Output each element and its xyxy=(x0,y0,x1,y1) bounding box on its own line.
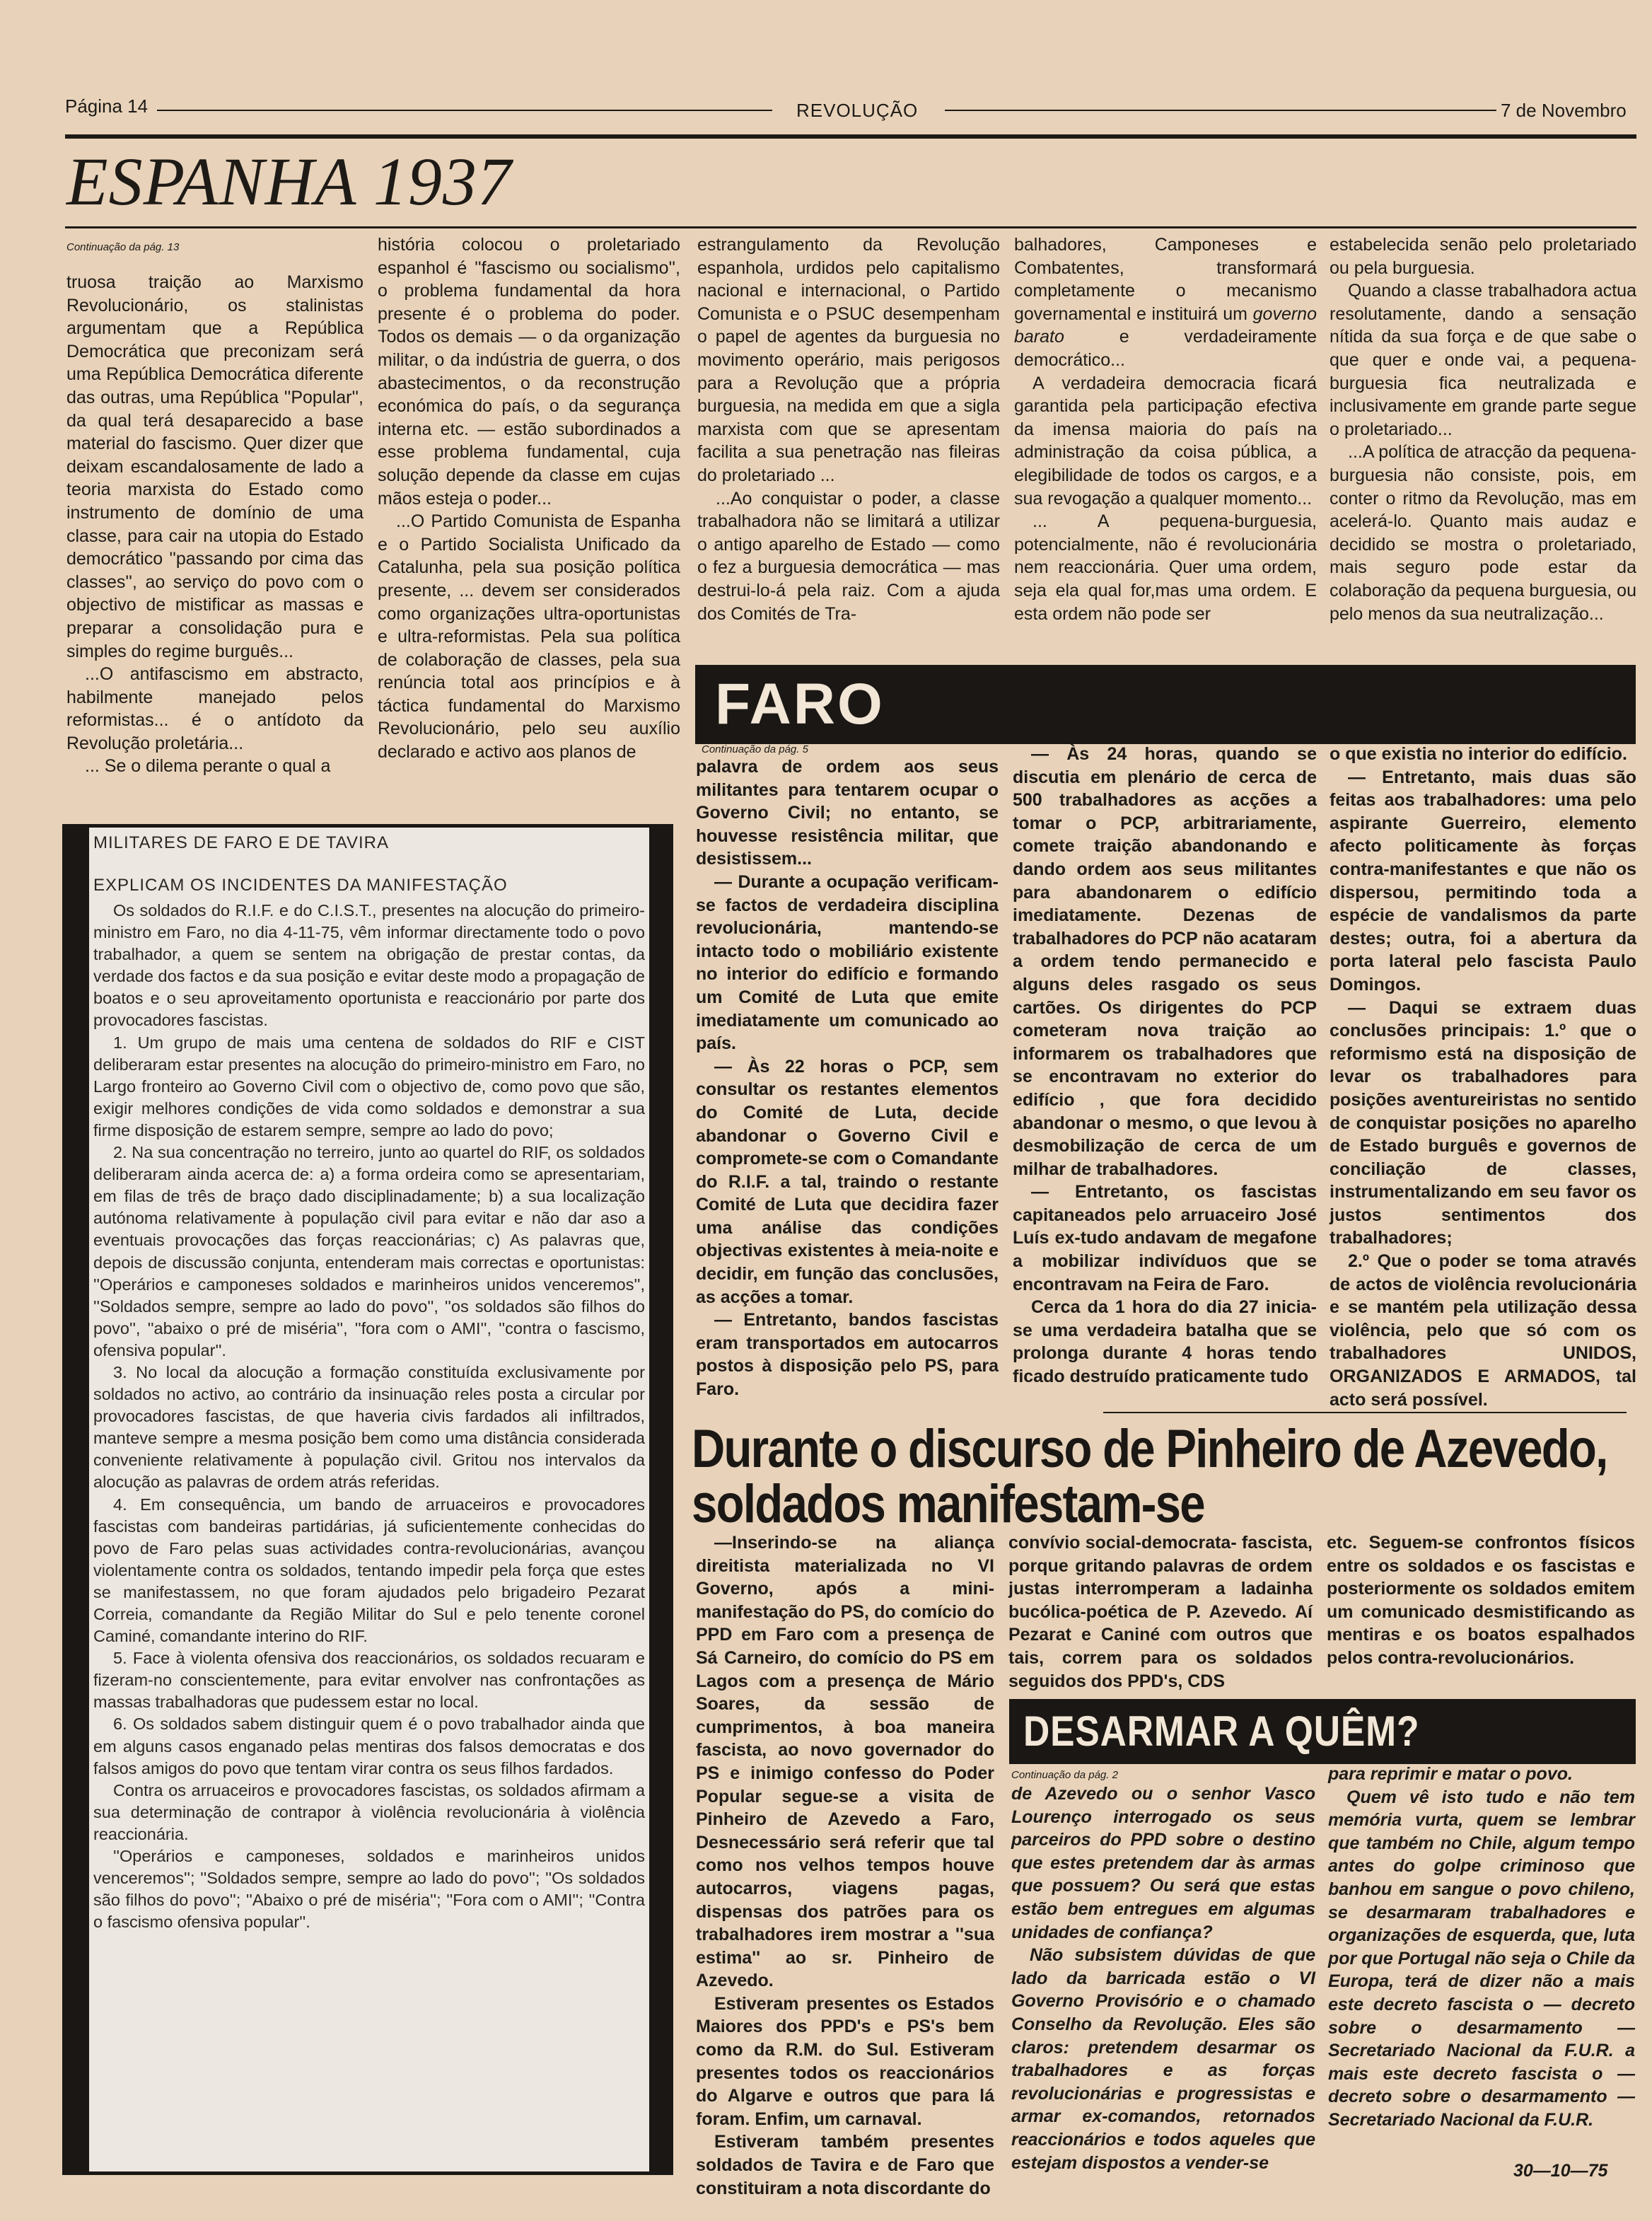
spain-col4-text-b: A verdadeira democracia ficará garantida pela participação efectiva da imensa maioria do país na administração da coisa pública, a elegibilidade de todos os cargos, e a sua revogação a qualquer momento... xyxy=(1014,373,1317,509)
section-title: ESPANHA 1937 xyxy=(66,144,512,219)
spain-col5-text: estabelecida senão pelo proletariado ou pela burguesia. xyxy=(1330,235,1636,278)
militares-slogans: ''Operários e camponeses, soldados e marinheiros unidos venceremos''; ''Soldados sempre, sempre ao lado do povo''; ''Os soldados são filhos do povo''; ''Abaixo o pré de miséria''; ''Fora com o AMI''; ''Contra o fascismo ofensiva popular''. xyxy=(93,1847,645,1932)
faro-col1-text-d: — Entretanto, bandos fascistas eram transportados em autocarros postos à disposição pelo PS, para Faro. xyxy=(696,1310,999,1400)
faro-col1-text: palavra de ordem aos seus militantes para tentarem ocupar o Governo Civil; no entanto, se houvesse resistência militar, que desistissem... xyxy=(696,757,999,869)
faro-col3-text-c: — Daqui se extraem duas conclusões principais: 1.º que o reformismo está na disposição de levar os trabalhadores para posições aventureiristas no sentido de conquistar posições no aparelho de Estado burguês e governos de conciliação de classes, instrumentalizando em seu favor os justos sentimentos dos trabalhadores; xyxy=(1330,997,1636,1248)
militares-point-6: 6. Os soldados sabem distinguir quem é o povo trabalhador ainda que em alguns casos enganado pelas mentiras dos falsos democratas e dos falsos amigos do povo que tentam virar contra os seus filhos fardados. xyxy=(93,1715,645,1778)
pinheiro-col1-text-c: Estiveram também presentes soldados de Tavira e de Faro que constituiram a nota discordante do xyxy=(696,2132,994,2198)
militares-point-3: 3. No local da alocução a formação constituída exclusivamente por soldados no activo, ao contrário da insinuação reles posta a circular por provocadores fascistas, de que haveria civis fardados ali infiltrados, manteve sempre a mesma posição bem como uma distância considerada conveniente relativamente à população civil. Gritou nos intervalos da alocução as palavras de ordem atrás referidas. xyxy=(93,1362,645,1492)
desarmar-date: 30—10—75 xyxy=(1513,2161,1608,2181)
spain-col3-text-b: ...Ao conquistar o poder, a classe trabalhadora não se limitará a utilizar o antigo aparelho de Estado — como o fez a burguesia democrática — mas destrui-lo-á pela raiz. Com a ajuda dos Comités de Tra- xyxy=(697,488,1000,624)
spain-col4-text-end: e verdadeiramente democrático... xyxy=(1014,327,1317,370)
faro-col3-text: o que existia no interior do edifício. xyxy=(1330,744,1627,764)
faro-column-2 xyxy=(1013,743,1317,1408)
faro-col1-text-c: — Às 22 horas o PCP, sem consultar os restantes elementos do Comité de Luta, decide abandonar o Governo Civil e compromete-se com o Comandante do R.I.F. a tal, traindo o restante Comité de Luta que decidira fazer uma análise das condições objectivas existentes à meia-noite e decidir, em função das conclusões, as acções a tomar. xyxy=(696,1056,999,1307)
pinheiro-headline-line-1: Durante o discurso de Pinheiro de Azevedo, xyxy=(692,1419,1607,1479)
spain-col3-text: estrangulamento da Revolução espanhola, urdidos pelo capitalismo nacional e internacional, o Partido Comunista e o PSUC desempenham o papel de agentes da burguesia no movimento operário, mais perigosos para a Revolução que a própria burguesia, na medida em que a sigla marxista com que se apresentam facilita a sua penetração nas fileiras do proletariado ... xyxy=(697,235,1000,485)
desarmar-col1-text-b: Não subsistem dúvidas de que lado da barricada estão o VI Governo Provisório e o chamado Conselho da Revolução. Eles são claros: pretendem desarmar os trabalhadores e as forças revolucionárias e progressistas e armar ex-comandos, retornados reaccionários e todos aqueles que estejam dispostos a vender-se xyxy=(1011,1945,1315,2173)
title-underline xyxy=(65,226,1636,228)
pinheiro-column-3 xyxy=(1327,1531,1635,1694)
spain-column-5 xyxy=(1330,233,1636,658)
spain-col2-text-b: ...O Partido Comunista de Espanha e o Partido Socialista Unificado da Catalunha, pela sua posição política presente, ... devem ser considerados como organizações ultra-oportunistas e ultra-reformistas. Pela sua política de colaboração de classes, pela sua renúncia total aos princípios e à táctica fundamental do Marxismo Revolucionário, pelo seu auxílio declarado e activo aos planos de xyxy=(378,511,680,762)
faro-column-3 xyxy=(1330,743,1636,1408)
header-rule-right xyxy=(945,110,1496,111)
militares-point-5: 5. Face à violenta ofensiva dos reaccionários, os soldados recuaram e fizeram-no conscientemente, para evitar envolver nas confrontações as massas trabalhadoras que pudessem estar no local. xyxy=(93,1649,645,1712)
spain-column-3 xyxy=(697,233,1000,658)
desarmar-col1-text: de Azevedo ou o senhor Vasco Lourenço interrogado os seus parceiros do PPD sobre o destino que estes pretendem dar às armas que possuem? Ou será que estas estão bem entregues em algumas unidades de confiança? xyxy=(1011,1784,1315,1942)
pinheiro-col1-text-b: Estiveram presentes os Estados Maiores dos PPD's e PS's bem como da R.M. do Sul. Estiveram presentes todos os reaccionários do Algarve e outros que para lá foram. Enfim, um carnaval. xyxy=(696,1993,994,2129)
desarmar-col2-text: para reprimir e matar o povo. xyxy=(1328,1764,1573,1784)
pinheiro-headline-line-2: soldados manifestam-se xyxy=(692,1474,1204,1534)
militares-point-1: 1. Um grupo de mais uma centena de soldados do RIF e CIST deliberaram estar presentes na alocução do primeiro-ministro em Faro, no Largo fronteiro ao Governo Civil com o objectivo de, como povo que são, exigir melhores condições de vida como soldados e demonstrar a sua firme disposição de estarem sempre, sempre ao lado do povo; xyxy=(93,1033,645,1140)
spain-column-1 xyxy=(66,271,363,816)
issue-date: 7 de Novembro xyxy=(1501,100,1627,121)
militares-intro: Os soldados do R.I.F. e do C.I.S.T., presentes na alocução do primeiro-ministro em Faro, no dia 4-11-75, vêm informar directamente todo o povo trabalhador, a quem se sentem na obrigação de prestar contas, da verdade dos factos e da sua posição e evitar deste modo a propagação de boatos e o seu aproveitamento oportunista e reaccionário por parte dos provocadores fascistas. xyxy=(93,901,645,1030)
faro-col1-text-b: — Durante a ocupação verificam-se factos de verdadeira disciplina revolucionária, mantendo-se intacto todo o mobiliário existente no interior do edifício e formando um Comité de Luta que emite imediatamente um comunicado ao país. xyxy=(696,871,999,1054)
faro-column-1 xyxy=(696,755,999,1406)
page-number: Página 14 xyxy=(65,95,149,117)
faro-bottom-rule xyxy=(1103,1412,1627,1413)
pinheiro-col1-text: —Inserindo-se na aliança direitista materializada no VI Governo, após a mini-manifestação do PS, do comício do PPD em Faro com a presença de Sá Carneiro, do comício do PS em Lagos com a presença de Mário Soares, da sessão de cumprimentos, à boa maneira fascista, ao novo governador do PS e inimigo confesso do Poder Popular segue-se a visita de Pinheiro de Azevedo a Faro, Desnecessário será referir que tal como nos velhos tempos houve autocarros, viagens pagas, dispensas dos patrões para os trabalhadores irem mostrar a ''sua estima'' ao sr. Pinheiro de Azevedo. xyxy=(696,1533,994,1991)
pinheiro-col2-text: convívio social-democrata- fascista, porque gritando palavras de ordem justas interromperam a ladainha bucólica-poética de P. Azevedo. Aí Pezarat e Caniné com outros que tais, correm para os soldados seguidos dos PPD's, CDS xyxy=(1008,1533,1313,1691)
header-rule-left xyxy=(157,110,772,111)
faro-continuation: Continuação da pág. 5 xyxy=(702,743,808,755)
militares-subtitle: EXPLICAM OS INCIDENTES DA MANIFESTAÇÃO xyxy=(93,876,508,895)
spain-col4-italic: governo barato xyxy=(1014,303,1317,347)
desarmar-column-1 xyxy=(1011,1782,1315,2179)
spain-col5-text-b: Quando a classe trabalhadora actua resolutamente, dando a sensação nítida da sua força e de que sabe o que quer e onde vai, a pequena-burguesia fica neutralizada e inclusivamente em grande parte segue o proletariado... xyxy=(1330,281,1636,439)
faro-col3-text-d: 2.º Que o poder se toma através de actos de violência revolucionária e se mantém pela utilização dessa violência, pelo que só com os trabalhadores UNIDOS, ORGANIZADOS E ARMADOS, tal acto será possível. xyxy=(1330,1251,1636,1410)
desarmar-col2-text-b: Quem vê isto tudo e não tem memória vurta, quem se lembrar que também no Chile, algum tempo antes do golpe criminoso que banhou em sangue o povo chileno, se desarmaram trabalhadores e organizações de esquerda, que, luta por que Portugal não seja o Chile da Europa, terá de dizer não a mais este decreto fascista o — decreto sobre o desarmamento — Secretariado Nacional da F.U.R. a mais este decreto fascista o — decreto sobre o desarmamento — Secretariado Nacional da F.U.R. xyxy=(1328,1787,1635,2130)
spain-col4-text: balhadores, Camponeses e Combatentes, transformará completamente o mecanismo governamental e instituirá um xyxy=(1014,235,1317,324)
newspaper-title: REVOLUÇÃO xyxy=(796,100,919,121)
pinheiro-column-2 xyxy=(1008,1531,1313,1694)
spain-column-2 xyxy=(378,233,680,815)
spain-col1-text-c: ... Se o dilema perante o qual a xyxy=(85,756,331,777)
continuation-note: Continuação da pág. 13 xyxy=(66,241,180,253)
desarmar-column-2 xyxy=(1328,1763,1635,2159)
militares-point-7: Contra os arruaceiros e provocadores fascistas, os soldados afirmam a sua determinação de contrapor à violência revolucionária à violência reaccionária. xyxy=(93,1780,645,1843)
desarmar-banner-title: DESARMAR A QUÊM? xyxy=(1023,1707,1420,1755)
militares-box xyxy=(89,828,649,2171)
spain-col2-text: história colocou o proletariado espanhol é ''fascismo ou socialismo'', o problema fundamental da hora presente é o problema do poder. Todos os demais — o da organização militar, o da indústria de guerra, o dos abastecimentos, o da reconstrução económica do país, o da segurança interna etc. — estão subordinados a esse problema fundamental, cuja solução depende da classe em cujas mãos esteja o poder... xyxy=(378,235,680,509)
militares-point-2: 2. Na sua concentração no terreiro, junto ao quartel do RIF, os soldados deliberaram ainda acerca de: a) a forma ordeira como se apresentariam, em filas de três de braço dado disciplinadamente; b) a sua localização autónoma relativamente à população civil para evitar e não dar aso a eventuais provocações das forças reaccionárias; c) As palavras que, depois de discussão conjunta, entenderam mais correctas e oportunistas: ''Operários e camponeses soldados e marinheiros unidos venceremos'', ''Soldados sempre, sempre ao lado do povo'', ''os soldados são filhos do povo'', ''abaixo o pré de miséria'', ''fora com o AMI'', ''contra o fascismo, ofensiva popular''. xyxy=(93,1143,645,1359)
desarmar-banner xyxy=(1009,1699,1636,1764)
spain-col4-text-c: ... A pequena-burguesia, potencialmente, não é revolucionária nem reaccionária. Quer uma ordem, seja ela qual for,mas uma ordem. E esta ordem não pode ser xyxy=(1014,511,1317,624)
spain-col5-text-c: ...A política de atracção da pequena-burguesia não consiste, pois, em conter o ritmo da Revolução, mas em acelerá-lo. Quanto mais audaz e decidido se mostra o proletariado, mais seguro pode estar da colaboração da pequena burguesia, ou pelo menos da sua neutralização... xyxy=(1330,442,1636,624)
top-thick-rule xyxy=(65,134,1636,139)
spain-col1-text: truosa traição ao Marxismo Revolucionário, os stalinistas argumentam que a República Democrática que preconizam será uma República Democrática diferente das outras, uma República ''Popular'', da qual terá desaparecido a base material do fascismo. Quer dizer que deixam escandalosamente de lado a teoria marxista do Estado como instrumento de domínio de uma classe, para cair na utopia do Estado democrático ''passando por cima das classes'', ao serviço do povo com o objectivo de mistificar as massas e preparar a consolidação pura e simples do regime burguês... xyxy=(66,272,363,661)
spain-col1-text-b: ...O antifascismo em abstracto, habilmente manejado pelos reformistas... é o antídoto da Revolução proletária... xyxy=(66,664,363,753)
faro-col2-text: — Às 24 horas, quando se discutia em plenário de cerca de 500 trabalhadores as acções a tomar o PCP, arbitrariamente, comete traição abandonando e dando ordem aos seus militantes para abandonarem o edifício imediatamente. Dezenas de trabalhadores do PCP não acataram a ordem tendo permanecido e alguns deles rasgado os seus cartões. Os dirigentes do PCP cometeram nova traição ao informarem os trabalhadores que se encontravam no exterior do edifício , que fora decidido abandonar o mesmo, o que levou à desmobilização de cerca de um milhar de trabalhadores. xyxy=(1013,744,1317,1179)
faro-banner xyxy=(695,665,1636,744)
faro-col2-text-c: Cerca da 1 hora do dia 27 inicia-se uma verdadeira batalha que se prolonga durante 4 horas tendo ficado destruído praticamente tudo xyxy=(1013,1297,1317,1387)
desarmar-continuation: Continuação da pág. 2 xyxy=(1011,1769,1118,1781)
pinheiro-column-1 xyxy=(696,1531,994,2198)
militares-point-4: 4. Em consequência, um bando de arruaceiros e provocadores fascistas com bandeiras partidárias, já suficientemente conhecidas do povo de Faro pelas suas actividades contra-revolucionárias, avançou violentamente contra os soldados, tentando impedir pela força que estes se manifestassem, no que foram ajudados pelo brigadeiro Pezarat Correia, comandante da Região Militar do Sul e pelo tenente coronel Caminé, comandante interino do RIF. xyxy=(93,1495,645,1646)
faro-col3-text-b: — Entretanto, mais duas são feitas aos trabalhadores: uma pelo aspirante Guerreiro, elemento afecto politicamente às forças contra-manifestantes e que não os dispersou, permitindo toda a espécie de vandalismos da parte destes; outra, foi a abertura da porta lateral pelo fascista Paulo Domingos. xyxy=(1330,767,1636,994)
spain-column-4 xyxy=(1014,233,1317,658)
pinheiro-col3-text: etc. Seguem-se confrontos físicos entre os soldados e os fascistas e posteriormente os soldados emitem um comunicado desmistificando as mentiras e os boatos espalhados pelos contra-revolucionários. xyxy=(1327,1533,1635,1668)
militares-title: MILITARES DE FARO E DE TAVIRA xyxy=(93,833,389,852)
faro-col2-text-b: — Entretanto, os fascistas capitaneados pelo arruaceiro José Luís ex-tudo andavam de megafone a mobilizar indivíduos que se encontravam na Feira de Faro. xyxy=(1013,1182,1317,1294)
faro-banner-title: FARO xyxy=(715,672,885,736)
